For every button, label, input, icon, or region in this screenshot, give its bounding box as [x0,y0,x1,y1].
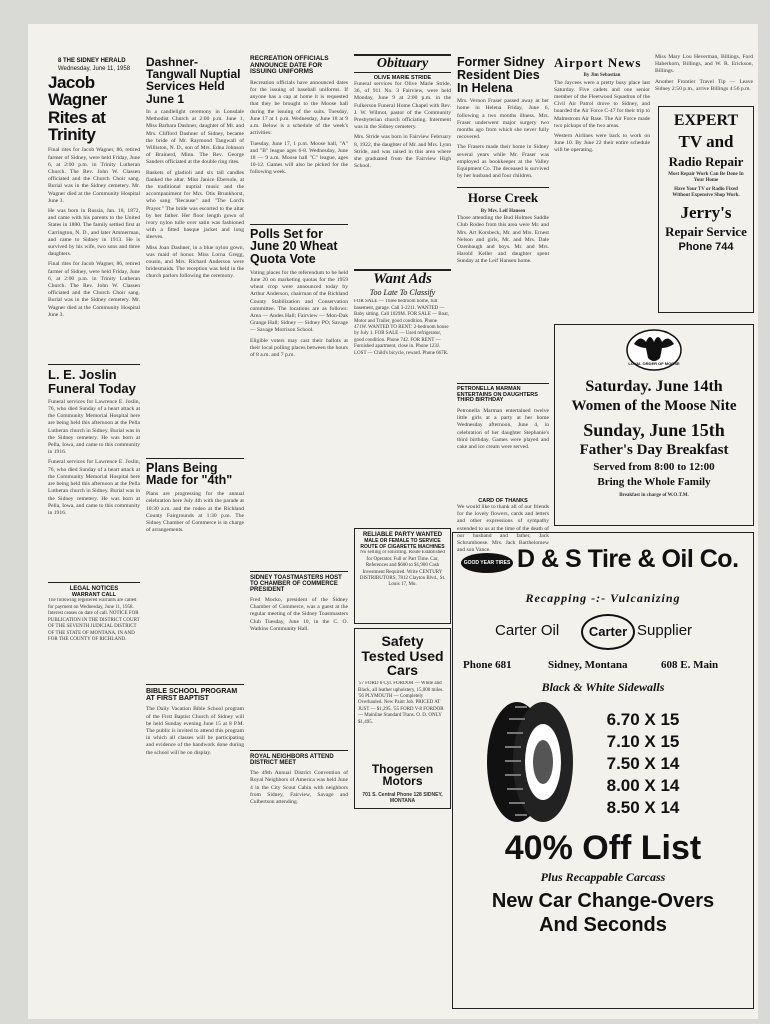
headline-wagner: Jacob Wagner Rites at Trinity [48,73,107,144]
change-overs-line1: New Car Change-Overs [491,889,715,912]
reliable-party-title: RELIABLE PARTY WANTED [362,532,443,539]
obituary-header: Obituary [354,54,451,73]
used-cars-title: Safety Tested Used Cars [361,633,444,678]
moose-emblem-label: LOYAL ORDER OF MOOSE [628,361,680,366]
headline-wheat-quota: Polls Set for June 20 Wheat Quota Vote [250,226,338,266]
tire-size: 7.10 X 15 [606,732,680,751]
headline-joslin: L. E. Joslin Funeral Today [48,367,136,396]
divider [457,187,549,188]
reliable-party-body: No selling or soliciting. Route Established for Operator. Full or Part Time. Car, References and $600 to $1,900 Cash Investment Required. Write CENTURY DISTRIBUTORS, 7812 Clayton Blvd., St. Louis 17, Mo. [359,550,446,588]
headline-royal-neighbors: ROYAL NEIGHBORS ATTEND DISTRICT MEET [250,753,334,767]
tire-ad-header [453,533,753,591]
tire-phone: Phone 681 [463,659,512,671]
page-header: 8 THE SIDNEY HERALD [58,58,126,64]
tire-size: 6.70 X 15 [606,710,680,729]
moose-family: Bring the Whole Family [597,476,711,489]
moose-sunday: Sunday, June 15th [583,419,725,440]
divider [48,582,140,583]
column-6 [554,54,650,344]
moose-saturday: Saturday. June 14th [585,378,723,395]
article-recreation: Recreation officials have announced dates for the issuing of baseball uniforms. If anyone has a cap at home it is requested that they be brought to the Moose hall during the issuing of the suits. Tuesday, June 17 at 1 p.m. Wednesday, June 18 at 9 a.m. Below is a schedule of the week's activities: [250,79,348,137]
tv-no-shop: Have Your TV or Radio Fixed Without Expensive Shop Work. [672,186,740,199]
article-airport-cont: Western Airlines were back to work on June 10. By June 22 their entire schedule will be operating. [554,133,650,154]
article-fourth: Plans are progressing for the annual celebration here July 4th with the parade at 10:30 a.m. and the rodeo at the Richland County Fairgrounds at 1:30 p.m. The Sidney Chamber of Commerce is in charge of arrangements. [146,491,244,534]
divider [146,684,244,685]
card-of-thanks-body: We would like to thank all of our friends for the lovely flowers, cards and letters and other expressions of sympathy extended to us at the time of the death of our husband and father, Jack Schrumhoese. Mrs. Jack Barthelomew and son Vance. [457,503,549,554]
want-ads-list: FOR SALE — Three bedroom home, full basement, garage. Call 3-2211. WANTED — Baby sitting. Call 1029M. FOR SALE — Boat, Motor and Trailer, good condition. Phone 471W. WANTED TO RENT: 2-bedroom house by July 1. FOR SALE — Used refrigerator, good condition. Phone 742. FOR RENT — Furnished apartment, close in. Phone 123J. LOST — Child's bicycle, reward. Phone 667R. [354,299,450,356]
article-recreation-cont: Tuesday, June 17, 1 p.m. Moose hall, "A" and "B" league ages 6-8. Wednesday, June 18 — 9 a.m. Moose hall "C" league, ages 10-12. Games will also be picked for the following week. [250,140,348,176]
recappable-carcass: Plus Recappable Carcass [540,869,666,884]
tire-ad-title: D & S Tire & Oil Co. [517,545,739,573]
article-dashner: In a candlelight ceremony in Lonsdale Methodist Church at 2:00 p.m. June 1, Miss Barbara Dashner, daughter of Mr. and Mrs. Clifford Dashner of Sidney, became the bride of Mr. Raymond Tangwall of Williston, N. D., son of Mrs. Edna Johnson of Brainerd, Minn. The Rev. George Sanders officiated at the double ring rites. [146,108,244,166]
used-cars-ad [354,628,451,808]
divider [146,458,244,459]
article-marman: Petronella Marman entertained twelve little girls at a party at her home Wednesday afternoon, June 4, in celebration of her daughter Stephanie's third birthday. Games were played and cake and ice cream were served. [457,407,549,450]
tire-sizes-block [453,699,753,827]
tire-size: 8.00 X 14 [606,776,680,795]
tv-phone: Phone 744 [678,241,734,254]
divider [48,364,140,365]
article-wheat-quota: Voting places for the referendum to be held June 20 on marketing quotas for the 1959 wheat crop were announced today by Arthur Anderson, chairman of the Richland County Stabilization and Conservation committee. The locations are as follows: Area — Andes Hall; Fairview — Mon-Dak Grange Hall; Sidney — Sidney PO; Savage — Savage Morrison School. [250,269,348,334]
headline-fraser: Former Sidney Resident Dies In Helena [457,55,545,95]
tire-contact-line [453,656,753,678]
horse-creek-byline: By Mrs. Leif Hansen [480,208,526,214]
headline-toastmasters: SIDNEY TOASTMASTERS HOST TO CHAMBER OF COMMERCE PRESIDENT [250,574,342,593]
tire-address: 608 E. Main [661,659,719,671]
headline-marman: PETRONELLA MARMAN ENTERTAINS ON DAUGHTERS THIRD BIRTHDAY [457,386,538,404]
column-1 [48,72,140,1012]
goodyear-logo: GOOD YEAR TIRES [461,553,513,573]
carter-supplier-label: Supplier [637,622,693,639]
column-4 [354,54,451,1012]
article-wagner-cont: He was born in Russia, Jan. 18, 1872, and came with his parents to the United States in 1880. The family settled first at Carrington, N. D., and later Ammerman, and came to Sidney in 1913. He is survived by his wife, two sons and three daughters. [48,207,140,258]
carter-oil-label: Carter Oil [495,622,560,639]
tire-city: Sidney, Montana [548,659,628,671]
article-fraser: Mrs. Vernon Fraser passed away at her home in Helena Friday, June 6, following a two months illness. Mrs. Fraser underwent major surgery two months ago from which she never fully recovered. [457,98,549,141]
dealer-name: Thogersen Motors [371,762,434,789]
article-toastmasters: Fred Mocko, president of the Sidney Chamber of Commerce, was a guest at the regular meeting of the Sidney Toastmasters Club Tuesday, June 10, in the C. O. Watkins Community Hall. [250,596,348,632]
carter-line [453,612,753,650]
airport-byline: By Jim Sebastian [583,73,621,79]
divider [250,224,348,225]
article-wagner-cont2: Final rites for Jacob Wagner, 86, retired farmer of Sidney, were held Friday, June 6, at 2:00 p.m. in Trinity Lutheran Church. The Rev. John W. Classen officiated and the Church Choir sang. Burial was in the Sidney cemetery. Mr. Wagner died at the Community Hospital June 3. [48,261,140,318]
tv-shop-name: Jerry's [680,202,732,222]
tire-size: 7.50 X 14 [606,754,680,773]
article-fraser-cont: The Frasers made their home in Sidney several years while Mr. Fraser was employed as bookkeeper at the Valley Equipment Co. The deceased is survived by her husband and four children. [457,144,549,180]
sidewalls-title: Black & White Sidewalls [541,680,665,694]
article-royal-neighbors: The 49th Annual District Convention of Royal Neighbors of America was held June 4 in the City Scout Cabin with neighbors from Sidney, Fairview, Savage and Culbertson attending. [250,770,348,805]
obituary-body: Funeral services for Olive Marie Stride, 36, of 911 No. 3 Fairview, were held Monday, June 9 at 2:00 p.m. in the Fulkerson Funeral Home Chapel with Rev. J. W. Wilmot, pastor of the Community Presbyterian church officiating. Interment was in the Sidney cemetery. [354,81,451,131]
moose-breakfast: Father's Day Breakfast [579,441,729,458]
tire-size: 8.50 X 14 [606,798,680,817]
article-horse-creek: Those attending the Bud Holmes Saddle Club Rodeo from this area were Mr. and Mrs. Art Korsbeck, Mr. and Mrs. Ernest Nelson and girls, Mr. and Mrs. Dale Ozenbaugh and boys. Mr. and Mrs. Harold Keller and daughter spent Sunday at the Leif Hansen home. [457,215,549,265]
warrant-call-title: WARRANT CALL [71,592,117,599]
moose-hours: Served from 8:00 to 12:00 [593,461,715,474]
column-3 [250,54,348,1012]
obituary-body-cont: Mrs. Stride was born in Fairview February 8, 1922, the daughter of Mr. and Mrs. Lynn Stride, and was raised in this area where she graduated from the Fairview High School. [354,134,451,170]
carter-logo: Carter [581,614,635,650]
headline-fourth: Plans Being Made for "4th" [146,460,233,488]
divider [250,750,348,751]
legal-notice-body: The following registered warrants are called for payment on Wednesday, June 11, 1958. Interest ceases on date of call. NOTICE FOR PUBLICATION IN THE DISTRICT COURT OF THE SEVENTH JUDICIAL DISTRICT OF THE STATE OF MONTANA, IN AND FOR THE COUNTY OF RICHLAND. [48,598,140,642]
reliable-party-ad [354,528,451,624]
change-overs-line2: And Seconds [539,914,667,937]
article-dashner-cont: Baskets of gladioli and six tall candles flanked the altar. Miss Janice Ebersole, at the traditional nuptial music and the accompaniment for Mrs. Otis Brunkhorst, who sang "Because" and "The Lord's Prayer." The bride was escorted to the altar by her father. Her floor length gown of ivory nylon tulle over satin was fashioned with a fitted basque jacket and long sleeves. [146,169,244,241]
legal-notices-title: LEGAL NOTICES [69,586,119,593]
column-7-top [655,54,753,104]
moose-wotm: Breakfast in charge of W.O.T.M. [619,492,689,498]
tv-expert: EXPERT [673,112,739,129]
tire-sizes-list [603,705,683,821]
tv-radio-repair: Radio Repair [668,153,744,169]
reliable-party-subtitle: MALE OR FEMALE TO SERVICE ROUTE OF CIGARETTE MACHINES [360,538,445,551]
tv-repair-ad [658,106,754,313]
headline-recreation: RECREATION OFFICIALS ANNOUNCE DATE FOR ISSUING UNIFORMS [250,55,329,76]
tire-ad [452,532,754,1009]
headline-bible-school: BIBLE SCHOOL PROGRAM AT FIRST BAPTIST [146,688,238,703]
want-ads-title: Want Ads [354,269,451,288]
tire-illustration-icon [475,699,585,825]
article-wheat-quota-cont: Eligible voters may cast their ballots at their local polling places between the hours of 8 a.m. and 7 p.m. [250,337,348,358]
tire-ad-subtitle: Recapping -:- Vulcanizing [525,591,681,605]
column-2 [146,54,244,1012]
discount-headline: 40% Off List [504,829,702,867]
article-airport: The Jaycees were a pretty busy place last Saturday. Five cadets and one senior member of the Fleetwood Squadron of the Civil Air Patrol drove to Sidney, and boarded the Air Force C-47 for their trip to Malmstrom Air Base. The Air Force made two pickups of the two areas. [554,79,650,129]
tv-and: TV and [678,132,734,152]
headline-dashner: Dashner-Tangwall Nuptial Services Held June 1 [146,55,241,106]
headline-horse-creek: Horse Creek [467,190,539,206]
article-joslin-cont: Funeral services for Lawrence E. Joslin, 76, who died Sunday of a heart attack at the Community Memorial Hospital here are being held this afternoon at the Pella Lutheran church in Sidney. Burial was in the Sidney cemetery. He was born at Pella, Iowa, and came to this community in 1916. [48,459,140,516]
article-dashner-cont2: Miss Joan Dashner, in a blue nylon gown, was maid of honor. Miss Lorna Gregg, cousin, and Mrs. Richard Anderson were bridesmaids. The reception was held in the church parlors following the ceremony. [146,244,244,280]
obituary-name: OLIVE MARIE STRIDE [373,75,432,81]
tv-home-service: Most Repair Work Can Be Done In Your Home [668,171,744,184]
article-joslin: Funeral services for Lawrence E. Joslin, 76, who died Sunday of a heart attack at the Community Memorial Hospital here are being held this afternoon at the Pella Lutheran church in Sidney. Burial was in the Sidney cemetery. He was born at Pella, Iowa, and came to this community in 1916. [48,398,140,456]
moose-ad [554,324,754,526]
used-cars-list: '57 FORD 6 Cyl. FORDOR — White and Black, all leather upholstery, 15,000 miles. '56 PLYMOUTH — Completely Overhauled. New Paint Job. PRICED AT JUST — $1,295. '55 FORD V-8 FORDOR — Mainline Standard Trans. O. D. ONLY $1,495. [358,681,444,725]
article-bible-school: The Daily Vacation Bible School program of the First Baptist Church of Sidney will be held Sunday evening June 15 at 8 P.M. The public is invited to attend this program in which all classes will be participating and evidence of the handwork done during the school will be on display. [146,706,244,756]
airport-passengers: Miss Mary Lou Heverman, Billings, Ford Haberkorn, Billings, and W. R. Erickson, Billings. [655,54,753,75]
moose-emblem-wrap [555,325,753,373]
want-ads-subtitle: Too Late To Classify [369,288,436,298]
tv-shop-name2: Repair Service [665,223,747,239]
dealer-address: 701 S. Central Phone 128 SIDNEY, MONTANA [362,791,443,805]
headline-airport: Airport News [554,55,642,70]
card-of-thanks-title: CARD OF THANKS [478,497,528,504]
article-wagner: Final rites for Jacob Wagner, 86, retired farmer of Sidney, were held Friday, June 6, at 2:00 p.m. in Trinity Lutheran Church. The Rev. John W. Classen officiated and the Church Choir sang. Burial was in the Sidney cemetery. Mr. Wagner died at the Community Hospital June 3. [48,147,140,204]
frontier-tip: Another Frontier Travel Tip — Leave Sidney 2:50 p.m., arrive Billings 4:56 p.m. [655,78,753,92]
moose-women-nite: Women of the Moose Nite [571,398,737,415]
divider [457,383,549,384]
newspaper-page [28,24,758,1019]
page-date: Wednesday, June 11, 1958 [58,66,131,72]
divider [250,571,348,572]
